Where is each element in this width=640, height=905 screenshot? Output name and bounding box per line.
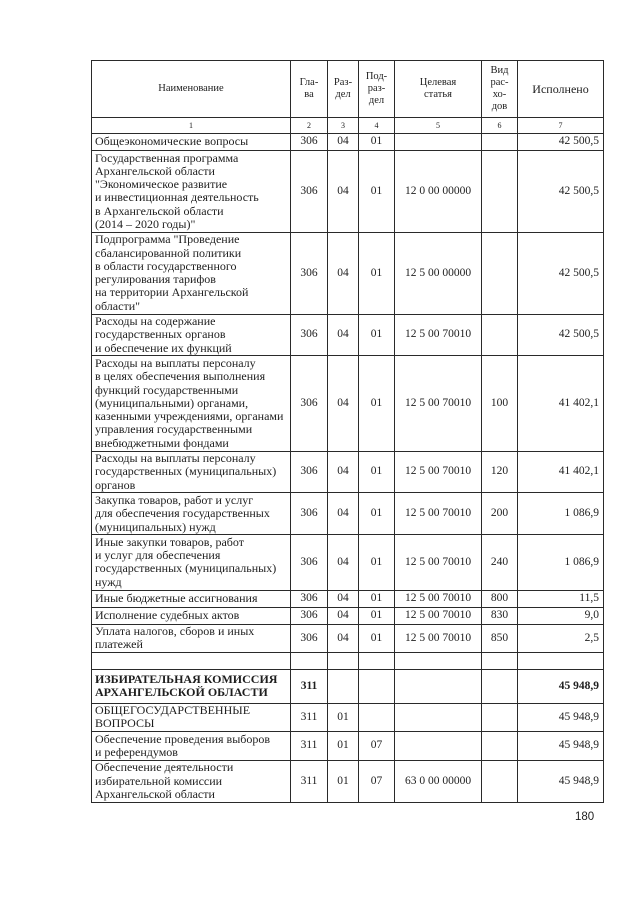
expense-type-cell: 240 — [482, 535, 518, 590]
name-line: регулирования тарифов — [95, 272, 216, 287]
target-article-cell: 12 5 00 70010 — [395, 624, 482, 653]
section-cell: 04 — [328, 356, 359, 451]
header-name — [92, 61, 291, 118]
chapter-cell: 306 — [291, 493, 328, 535]
header-line: дел — [335, 89, 351, 100]
name-line: ОБЩЕГОСУДАРСТВЕННЫЕ — [95, 703, 251, 718]
target-article-cell: 12 5 00 70010 — [395, 314, 482, 356]
target-article-cell: 12 0 00 00000 — [395, 151, 482, 233]
name-line: для обеспечения государственных — [95, 506, 270, 521]
name-line: области" — [95, 298, 141, 313]
expense-type-cell: 830 — [482, 607, 518, 624]
executed-amount-cell: 1 086,9 — [518, 493, 604, 535]
name-cell — [92, 232, 291, 314]
name-line: управления государственными — [95, 422, 253, 437]
column-number-row — [92, 118, 604, 134]
name-line: в области государственного — [95, 258, 237, 273]
name-line: платежей — [95, 637, 143, 652]
expense-type-cell — [482, 134, 518, 151]
name-cell — [92, 356, 291, 451]
chapter-cell: 311 — [291, 670, 328, 704]
table-row — [92, 451, 604, 493]
executed-amount-cell: 42 500,5 — [518, 232, 604, 314]
table-row — [92, 732, 604, 761]
subsection-cell: 07 — [359, 732, 395, 761]
expense-type-cell — [482, 703, 518, 732]
expense-type-cell — [482, 760, 518, 802]
chapter-cell: 311 — [291, 703, 328, 732]
chapter-cell: 306 — [291, 590, 328, 607]
chapter-cell: 306 — [291, 134, 328, 151]
table-row — [92, 653, 604, 670]
section-cell: 01 — [328, 760, 359, 802]
header-target-article — [395, 61, 482, 118]
name-line: АРХАНГЕЛЬСКОЙ ОБЛАСТИ — [95, 685, 268, 700]
table-header-row — [92, 61, 604, 118]
name-line: внебюджетными фондами — [95, 435, 229, 450]
target-article-cell: 63 0 00 00000 — [395, 760, 482, 802]
name-line: Общеэкономические вопросы — [95, 134, 249, 149]
name-line: функций государственными — [95, 382, 239, 397]
chapter-cell: 306 — [291, 607, 328, 624]
name-line: (муниципальными) органами, — [95, 395, 249, 410]
executed-amount-cell: 2,5 — [518, 624, 604, 653]
name-line: в целях обеспечения выполнения — [95, 369, 266, 384]
chapter-cell: 306 — [291, 451, 328, 493]
name-line: Подпрограмма "Проведение — [95, 232, 240, 247]
executed-amount-cell: 9,0 — [518, 607, 604, 624]
section-cell: 04 — [328, 314, 359, 356]
name-line: государственных органов — [95, 327, 226, 342]
table-row — [92, 493, 604, 535]
name-line: (2014 – 2020 годы)" — [95, 216, 196, 231]
name-cell — [92, 314, 291, 356]
executed-amount-cell: 42 500,5 — [518, 134, 604, 151]
target-article-cell: 12 5 00 70010 — [395, 535, 482, 590]
expense-type-cell: 100 — [482, 356, 518, 451]
target-article-cell: 12 5 00 00000 — [395, 232, 482, 314]
table-row — [92, 232, 604, 314]
table-row — [92, 607, 604, 624]
header-line: Целевая — [419, 77, 457, 88]
budget-execution-table — [91, 60, 604, 803]
header-line: дел — [368, 95, 385, 106]
subsection-cell: 01 — [359, 134, 395, 151]
section-cell: 04 — [328, 590, 359, 607]
name-cell — [92, 703, 291, 732]
section-cell: 04 — [328, 232, 359, 314]
name-line: ИЗБИРАТЕЛЬНАЯ КОМИССИЯ — [95, 672, 278, 687]
executed-amount-cell: 45 948,9 — [518, 760, 604, 802]
header-line: хо- — [492, 89, 507, 100]
subsection-cell — [359, 653, 395, 670]
expense-type-cell — [482, 670, 518, 704]
subsection-cell — [359, 703, 395, 732]
header-executed — [518, 61, 604, 118]
name-line: Расходы на содержание — [95, 314, 216, 329]
section-cell: 04 — [328, 607, 359, 624]
name-line: Расходы на выплаты персоналу — [95, 355, 256, 370]
chapter-cell: 306 — [291, 535, 328, 590]
executed-amount-cell: 41 402,1 — [518, 356, 604, 451]
name-cell — [92, 451, 291, 493]
name-line: Иные бюджетные ассигнования — [95, 590, 258, 605]
table-row — [92, 670, 604, 704]
header-line: Вид — [490, 65, 509, 76]
name-line: Обеспечение проведения выборов — [95, 731, 271, 746]
chapter-cell: 311 — [291, 760, 328, 802]
name-line: Иные закупки товаров, работ — [95, 534, 244, 549]
section-cell: 04 — [328, 134, 359, 151]
name-cell — [92, 624, 291, 653]
table-row — [92, 314, 604, 356]
chapter-cell: 306 — [291, 356, 328, 451]
name-line: и инвестиционная деятельность — [95, 190, 259, 205]
expense-type-cell — [482, 232, 518, 314]
subsection-cell — [359, 670, 395, 704]
executed-amount-cell: 41 402,1 — [518, 451, 604, 493]
section-cell: 04 — [328, 535, 359, 590]
table-row — [92, 356, 604, 451]
executed-amount-cell: 45 948,9 — [518, 703, 604, 732]
section-cell: 04 — [328, 151, 359, 233]
chapter-cell: 306 — [291, 624, 328, 653]
target-article-cell: 12 5 00 70010 — [395, 356, 482, 451]
chapter-cell: 306 — [291, 151, 328, 233]
name-cell — [92, 493, 291, 535]
subsection-cell: 01 — [359, 535, 395, 590]
subsection-cell: 01 — [359, 451, 395, 493]
name-line: государственных (муниципальных) — [95, 464, 277, 479]
subsection-cell: 01 — [359, 590, 395, 607]
name-line: и референдумов — [95, 745, 178, 760]
expense-type-cell — [482, 653, 518, 670]
chapter-cell: 311 — [291, 732, 328, 761]
subsection-cell: 01 — [359, 607, 395, 624]
expense-type-cell: 800 — [482, 590, 518, 607]
target-article-cell — [395, 732, 482, 761]
subsection-cell: 01 — [359, 356, 395, 451]
table-row — [92, 134, 604, 151]
column-number: 1 — [92, 118, 291, 134]
name-line: "Экономическое развитие — [95, 177, 228, 192]
subsection-cell: 01 — [359, 624, 395, 653]
section-cell — [328, 653, 359, 670]
target-article-cell: 12 5 00 70010 — [395, 607, 482, 624]
subsection-cell: 01 — [359, 493, 395, 535]
expense-type-cell — [482, 732, 518, 761]
name-cell — [92, 760, 291, 802]
chapter-cell: 306 — [291, 232, 328, 314]
chapter-cell — [291, 653, 328, 670]
executed-amount-cell: 42 500,5 — [518, 314, 604, 356]
name-cell — [92, 590, 291, 607]
name-line: ВОПРОСЫ — [95, 716, 155, 731]
expense-type-cell: 200 — [482, 493, 518, 535]
name-line: на территории Архангельской — [95, 285, 249, 300]
target-article-cell: 12 5 00 70010 — [395, 590, 482, 607]
name-cell — [92, 151, 291, 233]
expense-type-cell: 120 — [482, 451, 518, 493]
table-body — [92, 134, 604, 803]
name-cell — [92, 134, 291, 151]
name-line: (муниципальных) нужд — [95, 519, 216, 534]
name-line: Государственная программа — [95, 150, 239, 165]
header-line: Наименование — [158, 83, 224, 94]
executed-amount-cell — [518, 653, 604, 670]
name-cell — [92, 535, 291, 590]
name-cell — [92, 607, 291, 624]
executed-amount-cell: 45 948,9 — [518, 732, 604, 761]
executed-amount-cell: 1 086,9 — [518, 535, 604, 590]
header-line: раз- — [367, 83, 386, 94]
table-row — [92, 590, 604, 607]
name-line: органов — [95, 477, 136, 492]
executed-amount-cell: 11,5 — [518, 590, 604, 607]
column-number: 3 — [328, 118, 359, 134]
table-row — [92, 760, 604, 802]
executed-amount-cell: 42 500,5 — [518, 151, 604, 233]
table-row — [92, 703, 604, 732]
table-row — [92, 151, 604, 233]
header-line: Гла- — [299, 77, 319, 88]
name-line: Архангельской области — [95, 786, 215, 801]
header-line: Исполнено — [532, 82, 589, 96]
column-number: 7 — [518, 118, 604, 134]
subsection-cell: 07 — [359, 760, 395, 802]
name-line: сбалансированной политики — [95, 245, 242, 260]
name-cell — [92, 653, 291, 670]
name-line: государственных (муниципальных) — [95, 561, 277, 576]
section-cell: 01 — [328, 703, 359, 732]
header-line: ва — [304, 89, 314, 100]
table-row — [92, 624, 604, 653]
name-cell — [92, 670, 291, 704]
name-line: в Архангельской области — [95, 203, 224, 218]
expense-type-cell: 850 — [482, 624, 518, 653]
expense-type-cell — [482, 314, 518, 356]
header-chapter — [291, 61, 328, 118]
name-line: нужд — [95, 574, 122, 589]
executed-amount-cell: 45 948,9 — [518, 670, 604, 704]
target-article-cell — [395, 670, 482, 704]
subsection-cell: 01 — [359, 232, 395, 314]
section-cell: 04 — [328, 624, 359, 653]
table-row — [92, 535, 604, 590]
header-line: дов — [491, 101, 508, 112]
target-article-cell: 12 5 00 70010 — [395, 451, 482, 493]
target-article-cell — [395, 134, 482, 151]
column-number: 5 — [395, 118, 482, 134]
column-number: 2 — [291, 118, 328, 134]
name-line: Исполнение судебных актов — [95, 607, 240, 622]
section-cell: 04 — [328, 451, 359, 493]
name-line: Расходы на выплаты персоналу — [95, 451, 256, 466]
name-line: Уплата налогов, сборов и иных — [95, 624, 255, 638]
header-line: Раз- — [333, 77, 353, 88]
name-line: Архангельской области — [95, 163, 215, 178]
name-line: казенными учреждениями, органами — [95, 409, 284, 424]
header-expense-type — [482, 61, 518, 118]
section-cell: 01 — [328, 732, 359, 761]
header-line: Под- — [365, 71, 388, 82]
header-subsection — [359, 61, 395, 118]
name-line: и обеспечение их функций — [95, 340, 232, 355]
name-line: Закупка товаров, работ и услуг — [95, 492, 254, 507]
name-cell — [92, 732, 291, 761]
expense-type-cell — [482, 151, 518, 233]
name-line: избирательной комиссии — [95, 773, 223, 788]
chapter-cell: 306 — [291, 314, 328, 356]
column-number: 4 — [359, 118, 395, 134]
target-article-cell: 12 5 00 70010 — [395, 493, 482, 535]
section-cell: 04 — [328, 493, 359, 535]
column-number: 6 — [482, 118, 518, 134]
name-line: и услуг для обеспечения — [95, 548, 221, 563]
target-article-cell — [395, 653, 482, 670]
page-number: 180 — [575, 811, 595, 823]
header-section — [328, 61, 359, 118]
header-line: статья — [424, 89, 452, 100]
section-cell — [328, 670, 359, 704]
target-article-cell — [395, 703, 482, 732]
header-line: рас- — [490, 77, 509, 88]
name-line: Обеспечение деятельности — [95, 760, 234, 775]
subsection-cell: 01 — [359, 314, 395, 356]
subsection-cell: 01 — [359, 151, 395, 233]
